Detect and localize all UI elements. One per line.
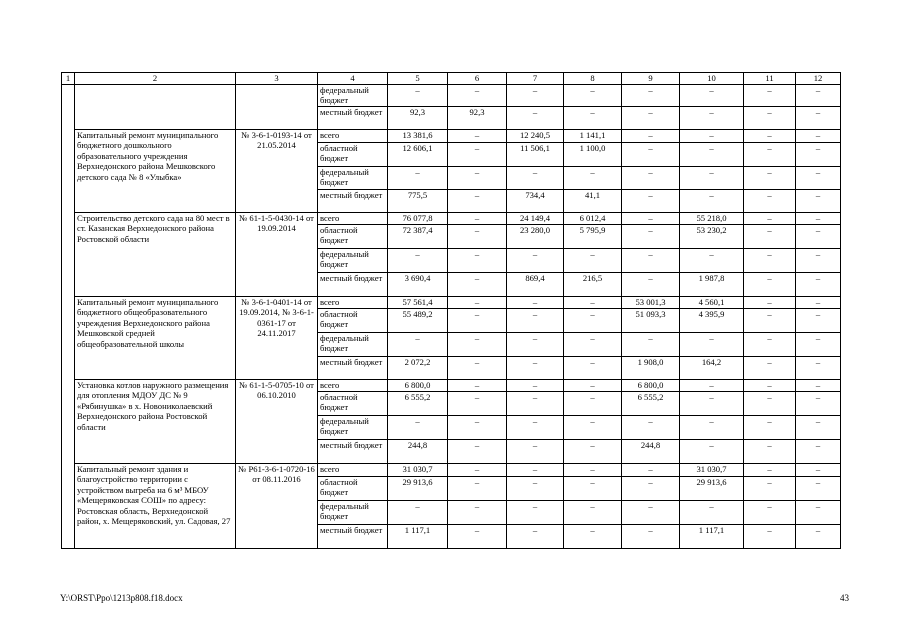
amount-cell: 6 012,4 [564, 213, 622, 225]
amount-cell: – [564, 297, 622, 309]
amount-cell: – [448, 190, 507, 213]
amount-cell: – [796, 107, 841, 130]
funding-source: федеральный бюджет [318, 501, 388, 525]
col-number: 5 [388, 73, 448, 85]
table-row [62, 380, 841, 392]
amount-cell: 1 141,1 [564, 130, 622, 143]
expertise-document: № Р61-3-6-1-0720-16 от 08.11.2016 [236, 464, 318, 549]
funding-source: всего [318, 130, 388, 143]
col-number: 2 [75, 73, 236, 85]
amount-cell: 6 555,2 [388, 392, 448, 416]
amount-cell: – [622, 273, 680, 297]
col-number: 7 [507, 73, 564, 85]
amount-cell: 29 913,6 [388, 477, 448, 501]
col-number: 6 [448, 73, 507, 85]
amount-cell: – [796, 143, 841, 167]
amount-cell: 216,5 [564, 273, 622, 297]
col-number: 9 [622, 73, 680, 85]
object-name: Капитальный ремонт муниципального бюджетного общеобразовательного учреждения Верхнедонского района Мешковской средней общеобразовательной школы [75, 297, 236, 380]
amount-cell: 3 690,4 [388, 273, 448, 297]
amount-cell: – [796, 273, 841, 297]
amount-cell: – [622, 525, 680, 549]
amount-cell: 31 030,7 [680, 464, 744, 477]
col-number: 8 [564, 73, 622, 85]
amount-cell: – [388, 249, 448, 273]
funding-source: местный бюджет [318, 273, 388, 297]
amount-cell: – [744, 225, 796, 249]
amount-cell: – [507, 333, 564, 357]
amount-cell: – [564, 249, 622, 273]
amount-cell: 6 555,2 [622, 392, 680, 416]
amount-cell: – [680, 392, 744, 416]
funding-source: всего [318, 464, 388, 477]
table-row [62, 464, 841, 477]
amount-cell: – [796, 477, 841, 501]
amount-cell: 1 987,8 [680, 273, 744, 297]
amount-cell: – [622, 225, 680, 249]
amount-cell: 23 280,0 [507, 225, 564, 249]
amount-cell: – [622, 190, 680, 213]
amount-cell: – [622, 416, 680, 440]
amount-cell: – [564, 85, 622, 107]
funding-source: областной бюджет [318, 392, 388, 416]
funding-source: местный бюджет [318, 190, 388, 213]
amount-cell: – [507, 297, 564, 309]
amount-cell: – [388, 501, 448, 525]
amount-cell: 734,4 [507, 190, 564, 213]
amount-cell: – [744, 525, 796, 549]
amount-cell: – [744, 357, 796, 380]
amount-cell: – [448, 357, 507, 380]
amount-cell: – [507, 309, 564, 333]
amount-cell: – [744, 85, 796, 107]
amount-cell: – [796, 225, 841, 249]
amount-cell: – [564, 440, 622, 464]
amount-cell: – [388, 416, 448, 440]
amount-cell: 4 395,9 [680, 309, 744, 333]
amount-cell: – [622, 167, 680, 190]
table-row [62, 130, 841, 143]
row-index-cell [62, 85, 75, 549]
amount-cell: – [448, 85, 507, 107]
amount-cell: – [448, 309, 507, 333]
amount-cell: – [744, 416, 796, 440]
amount-cell: 31 030,7 [388, 464, 448, 477]
footer-file-path: Y:\ORST\Ppo\1213p808.f18.docx [60, 593, 183, 603]
amount-cell: – [680, 249, 744, 273]
amount-cell: – [796, 392, 841, 416]
budget-table [61, 72, 841, 549]
amount-cell: – [448, 501, 507, 525]
amount-cell: – [622, 130, 680, 143]
amount-cell: 53 001,3 [622, 297, 680, 309]
amount-cell: – [796, 525, 841, 549]
amount-cell: – [796, 309, 841, 333]
funding-source: федеральный бюджет [318, 333, 388, 357]
amount-cell: – [744, 464, 796, 477]
amount-cell: – [507, 249, 564, 273]
expertise-document: № 61-1-5-0705-10 от 06.10.2010 [236, 380, 318, 464]
amount-cell: – [796, 333, 841, 357]
amount-cell: – [796, 130, 841, 143]
amount-cell: 11 506,1 [507, 143, 564, 167]
amount-cell: – [564, 167, 622, 190]
funding-source: федеральный бюджет [318, 167, 388, 190]
amount-cell: – [448, 464, 507, 477]
amount-cell: – [564, 477, 622, 501]
amount-cell: – [448, 525, 507, 549]
amount-cell: – [796, 380, 841, 392]
amount-cell: 51 093,3 [622, 309, 680, 333]
amount-cell: 53 230,2 [680, 225, 744, 249]
expertise-document: № 61-1-5-0430-14 от 19.09.2014 [236, 213, 318, 297]
col-number: 11 [744, 73, 796, 85]
amount-cell: – [507, 380, 564, 392]
expertise-document: № 3-6-1-0193-14 от 21.05.2014 [236, 130, 318, 213]
object-name: Капитальный ремонт здания и благоустройство территории с устройством выгреба на 6 м³ МБОУ «Мещеряковская СОШ» по адресу: Ростовская область, Верхнедонской район, х. Мещеряковский, ул. Садовая, 27 [75, 464, 236, 549]
amount-cell: – [680, 501, 744, 525]
amount-cell: – [507, 357, 564, 380]
amount-cell: – [744, 249, 796, 273]
amount-cell: 57 561,4 [388, 297, 448, 309]
amount-cell: – [564, 357, 622, 380]
amount-cell: – [507, 501, 564, 525]
funding-source: областной бюджет [318, 477, 388, 501]
amount-cell: – [564, 380, 622, 392]
amount-cell: – [680, 190, 744, 213]
amount-cell: – [448, 440, 507, 464]
footer-page-number: 43 [840, 593, 849, 603]
expertise-document: № 3-6-1-0401-14 от 19.09.2014, № 3-6-1-0361-17 от 24.11.2017 [236, 297, 318, 380]
header-row [62, 73, 841, 85]
amount-cell: – [507, 392, 564, 416]
amount-cell: – [388, 333, 448, 357]
amount-cell: – [744, 143, 796, 167]
amount-cell: – [622, 333, 680, 357]
amount-cell: 6 800,0 [622, 380, 680, 392]
funding-source: всего [318, 213, 388, 225]
amount-cell: – [744, 213, 796, 225]
amount-cell: – [744, 107, 796, 130]
amount-cell: – [564, 416, 622, 440]
amount-cell: – [448, 333, 507, 357]
amount-cell: – [564, 525, 622, 549]
amount-cell: – [796, 167, 841, 190]
amount-cell: – [680, 380, 744, 392]
amount-cell: 1 908,0 [622, 357, 680, 380]
amount-cell: 775,5 [388, 190, 448, 213]
funding-source: областной бюджет [318, 143, 388, 167]
amount-cell: – [507, 416, 564, 440]
amount-cell: 41,1 [564, 190, 622, 213]
amount-cell: – [744, 309, 796, 333]
amount-cell: – [796, 213, 841, 225]
amount-cell: – [388, 167, 448, 190]
amount-cell: 92,3 [388, 107, 448, 130]
amount-cell: – [680, 107, 744, 130]
amount-cell: 869,4 [507, 273, 564, 297]
amount-cell: – [796, 416, 841, 440]
amount-cell: – [564, 333, 622, 357]
amount-cell: – [796, 501, 841, 525]
table-row [62, 297, 841, 309]
amount-cell: – [796, 190, 841, 213]
amount-cell: – [796, 85, 841, 107]
funding-source: федеральный бюджет [318, 249, 388, 273]
object-name: Строительство детского сада на 80 мест в ст. Казанская Верхнедонского района Ростовской области [75, 213, 236, 297]
amount-cell: 1 117,1 [680, 525, 744, 549]
amount-cell: 2 072,2 [388, 357, 448, 380]
amount-cell: – [622, 501, 680, 525]
object-name: Установка котлов наружного размещения для отопления МДОУ ДС № 9 «Рябинушка» в х. Новониколаевский Верхнедонского района Ростовской области [75, 380, 236, 464]
amount-cell: – [680, 333, 744, 357]
amount-cell: 92,3 [448, 107, 507, 130]
amount-cell: – [448, 249, 507, 273]
amount-cell: – [507, 477, 564, 501]
amount-cell: – [507, 107, 564, 130]
amount-cell: – [507, 525, 564, 549]
funding-source: областной бюджет [318, 225, 388, 249]
amount-cell: – [448, 477, 507, 501]
funding-source: областной бюджет [318, 309, 388, 333]
amount-cell: – [744, 273, 796, 297]
amount-cell: 4 560,1 [680, 297, 744, 309]
amount-cell: – [622, 249, 680, 273]
amount-cell: 55 218,0 [680, 213, 744, 225]
amount-cell: – [448, 130, 507, 143]
amount-cell: – [564, 392, 622, 416]
amount-cell: – [744, 333, 796, 357]
amount-cell: – [744, 380, 796, 392]
amount-cell: – [744, 167, 796, 190]
budget-table-sheet [61, 72, 841, 549]
funding-source: федеральный бюджет [318, 85, 388, 107]
amount-cell: 244,8 [622, 440, 680, 464]
amount-cell: – [622, 213, 680, 225]
amount-cell: – [564, 107, 622, 130]
col-number: 10 [680, 73, 744, 85]
amount-cell: – [448, 297, 507, 309]
amount-cell: – [744, 440, 796, 464]
amount-cell: – [680, 440, 744, 464]
amount-cell: 12 606,1 [388, 143, 448, 167]
amount-cell: – [744, 297, 796, 309]
amount-cell: 13 381,6 [388, 130, 448, 143]
amount-cell: – [622, 464, 680, 477]
amount-cell: – [680, 85, 744, 107]
amount-cell: – [796, 357, 841, 380]
amount-cell: 1 117,1 [388, 525, 448, 549]
amount-cell: – [796, 249, 841, 273]
amount-cell: – [564, 464, 622, 477]
col-number: 12 [796, 73, 841, 85]
funding-source: федеральный бюджет [318, 416, 388, 440]
funding-source: всего [318, 297, 388, 309]
amount-cell: 164,2 [680, 357, 744, 380]
amount-cell: 6 800,0 [388, 380, 448, 392]
amount-cell: – [796, 464, 841, 477]
amount-cell: – [448, 143, 507, 167]
amount-cell: – [448, 167, 507, 190]
amount-cell: – [744, 190, 796, 213]
funding-source: всего [318, 380, 388, 392]
amount-cell: – [744, 501, 796, 525]
table-row [62, 85, 841, 107]
object-name: Капитальный ремонт муниципального бюджетного дошкольного образовательного учреждения Верхнедонского района Мешковского детского сада № 8 «Улыбка» [75, 130, 236, 213]
amount-cell: – [507, 464, 564, 477]
amount-cell: – [507, 440, 564, 464]
amount-cell: 12 240,5 [507, 130, 564, 143]
amount-cell: 72 387,4 [388, 225, 448, 249]
amount-cell: – [448, 273, 507, 297]
amount-cell: 1 100,0 [564, 143, 622, 167]
amount-cell: 55 489,2 [388, 309, 448, 333]
amount-cell: – [680, 130, 744, 143]
funding-source: местный бюджет [318, 357, 388, 380]
amount-cell: – [744, 130, 796, 143]
funding-source: местный бюджет [318, 440, 388, 464]
funding-source: местный бюджет [318, 525, 388, 549]
funding-source: местный бюджет [318, 107, 388, 130]
amount-cell: – [564, 309, 622, 333]
amount-cell: 244,8 [388, 440, 448, 464]
amount-cell: 5 795,9 [564, 225, 622, 249]
amount-cell: – [448, 225, 507, 249]
amount-cell: 29 913,6 [680, 477, 744, 501]
amount-cell: – [796, 440, 841, 464]
col-number: 3 [236, 73, 318, 85]
amount-cell: – [622, 477, 680, 501]
amount-cell: – [680, 416, 744, 440]
amount-cell: – [448, 392, 507, 416]
col-number: 1 [62, 73, 75, 85]
amount-cell: – [507, 167, 564, 190]
amount-cell: – [448, 416, 507, 440]
amount-cell: – [507, 85, 564, 107]
amount-cell: – [680, 167, 744, 190]
object-name [75, 85, 236, 130]
table-row [62, 213, 841, 225]
amount-cell: – [388, 85, 448, 107]
amount-cell: 76 077,8 [388, 213, 448, 225]
col-number: 4 [318, 73, 388, 85]
amount-cell: – [796, 297, 841, 309]
amount-cell: 24 149,4 [507, 213, 564, 225]
amount-cell: – [622, 107, 680, 130]
amount-cell: – [680, 143, 744, 167]
amount-cell: – [744, 477, 796, 501]
amount-cell: – [622, 85, 680, 107]
amount-cell: – [448, 213, 507, 225]
amount-cell: – [744, 392, 796, 416]
amount-cell: – [622, 143, 680, 167]
amount-cell: – [564, 501, 622, 525]
amount-cell: – [448, 380, 507, 392]
expertise-document [236, 85, 318, 130]
